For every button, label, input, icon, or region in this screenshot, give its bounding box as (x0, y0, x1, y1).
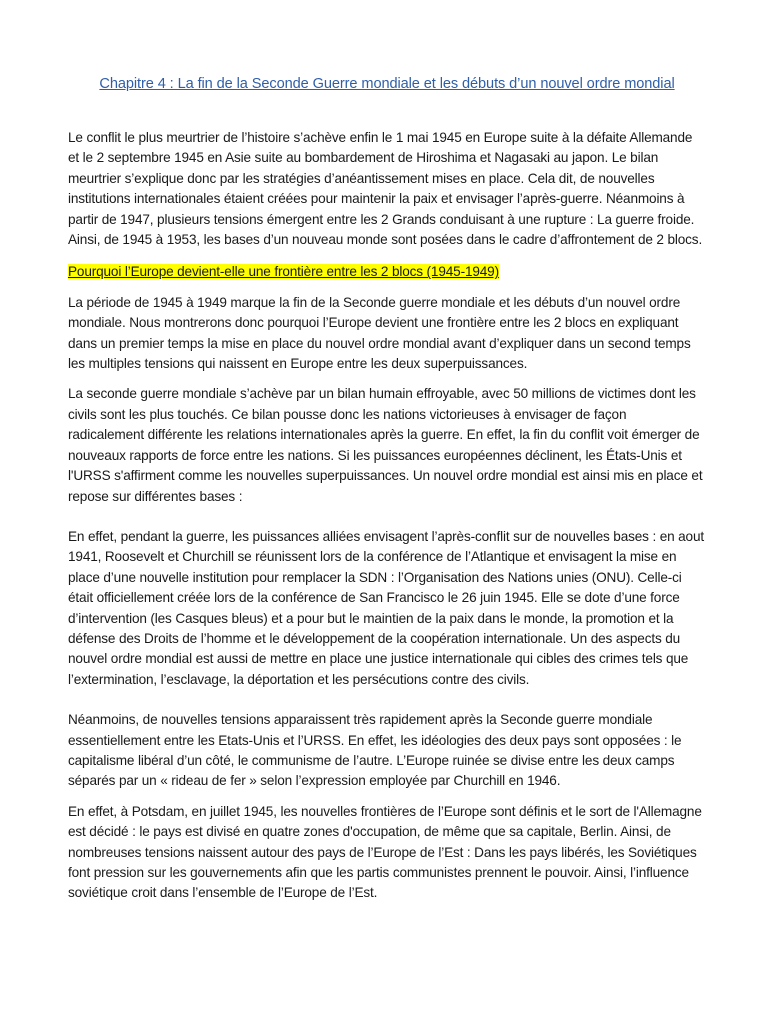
body-paragraph-5: Néanmoins, de nouvelles tensions apparaissent très rapidement après la Seconde guerre mondiale essentiellement entre les Etats-Unis et l’URSS. En effet, les idéologies des deux pays sont opposées : le capitalisme libéral d’un côté, le communisme de l’autre. L’Europe ruinée se divise entre les deux camps séparés par un « rideau de fer » selon l’expression employée par Churchill en 1946. (68, 712, 682, 789)
body-paragraph-2: La période de 1945 à 1949 marque la fin de la Seconde guerre mondiale et les débuts d’un nouvel ordre mondiale. Nous montrerons donc pourquoi l’Europe devient une frontière entre les 2 blocs en expliquant dans un premier temps la mise en place du nouvel ordre mondial avant d’expliquer dans un second temps les multiples tensions qui naissent en Europe entre les deux superpuissances. (68, 294, 691, 372)
body-paragraph-4: En effet, pendant la guerre, les puissances alliées envisagent l’après-conflit sur de nouvelles bases : en aout 1941, Roosevelt et Churchill se réunissent lors de la conférence de l’Atlantique et envisagent la mise en place d’une nouvelle institution pour remplacer la SDN : l’Organisation des Nations unies (ONU). Celle-ci était officiellement créée lors de la conférence de San Francisco le 26 juin 1945. Elle se dote d’une force d’intervention (les Casques bleus) et a pour but le maintien de la paix dans le monde, la promotion et la défense des Droits de l’homme et le développement de la coopération internationale. Un des aspects du nouvel ordre mondial est aussi de mettre en place une justice internationale qui cibles des crimes tels que l’extermination, l’esclavage, la déportation et les persécutions contre des civils. (68, 528, 705, 687)
body-paragraph-3: La seconde guerre mondiale s’achève par un bilan humain effroyable, avec 50 millions de victimes dont les civils sont les plus touchés. Ce bilan pousse donc les nations victorieuses à envisager de façon radicalement différente les relations internationales après la guerre. En effet, la fin du conflit voit émerger de nouveaux rapports de force entre les nations. Si les puissances européennes déclinent, les États-Unis et l'URSS s'affirment comme les nouvelles superpuissances. Un nouvel ordre mondial est ainsi mis en place et repose sur différentes bases : (68, 386, 703, 504)
body-paragraph-6: En effet, à Potsdam, en juillet 1945, les nouvelles frontières de l’Europe sont définis et le sort de l'Allemagne est décidé : le pays est divisé en quatre zones d'occupation, de même que sa capitale, Berlin. Ainsi, de nombreuses tensions naissent autour des pays de l’Europe de l’Est : Dans les pays libérés, les Soviétiques font pression sur les gouvernements afin que les partis communistes prennent le pouvoir. Ainsi, l’influence soviétique croit dans l’ensemble de l’Europe de l’Est. (68, 803, 702, 901)
section-heading (68, 262, 706, 282)
intro-paragraph: Le conflit le plus meurtrier de l’histoire s’achève enfin le 1 mai 1945 en Europe suite à la défaite Allemande et le 2 septembre 1945 en Asie suite au bombardement de Hiroshima et Nagasaki au japon. Le bilan meurtrier s’explique donc par les stratégies d’anéantissement mises en place. Cela dit, de nouvelles institutions internationales étaient créées pour maintenir la paix et envisager l’après-guerre. Néanmoins à partir de 1947, plusieurs tensions émergent entre les 2 Grands conduisant à une rupture : La guerre froide. Ainsi, de 1945 à 1953, les bases d’un nouveau monde sont posées dans le cadre d’affrontement de 2 blocs. (68, 130, 703, 248)
section-heading-highlight: Pourquoi l’Europe devient-elle une frontière entre les 2 blocs (1945-1949) (68, 264, 499, 280)
chapter-title: Chapitre 4 : La fin de la Seconde Guerre mondiale et les débuts d’un nouvel ordre mondial (99, 76, 675, 92)
